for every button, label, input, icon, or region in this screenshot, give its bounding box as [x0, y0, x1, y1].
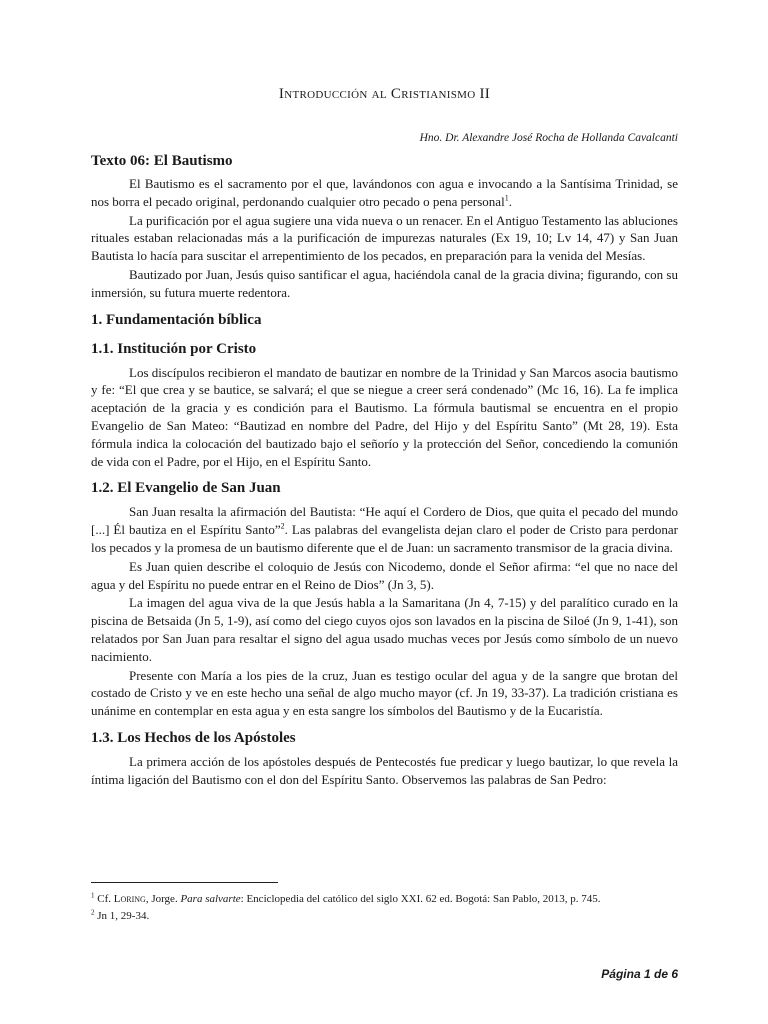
- paragraph: El Bautismo es el sacramento por el que, lavándonos con agua e invocando a la Santísima Trinidad, se nos borra el pecado original, perdonando cualquier otro pecado o pena personal$^1$.: [91, 176, 678, 209]
- document-title: Introducción al Cristianismo II: [278, 86, 491, 102]
- footnote-separator: [91, 882, 278, 883]
- paragraph: Es Juan quien describe el coloquio de Jesús con Nicodemo, donde el Señor afirma: “el que no nace del agua y del Espíritu no puede entrar en el Reino de Dios” (Jn 3, 5).: [91, 558, 678, 592]
- paragraph: La imagen del agua viva de la que Jesús habla a la Samaritana (Jn 4, 7-15) y del paralítico curado en la piscina de Betsaida (Jn 5, 1-9), así como del ciego cuyos ojos son lavados en la piscina de Siloé (Jn 9, 1-41), son relatados por San Juan para resaltar el signo del agua usado muchas veces por Jesús como símbolo de un nuevo nacimiento.: [91, 595, 678, 664]
- paragraph-text: . Las palabras del evangelista dejan claro el poder de Cristo para perdonar los pecados y la promesa de un bautismo diferente que el de Juan: un sacramento transmisor de la gracia divina.: [91, 522, 678, 555]
- footnote-ref[interactable]: 1: [504, 193, 509, 203]
- paragraph-text: San Juan resalta la afirmación del Bautista: “He aquí el Cordero de Dios, que quita el pecado del mundo [...] Él bautiza en el Espíritu Santo”: [91, 504, 678, 538]
- footnote-number: 2: [91, 908, 95, 917]
- footnote-text: , Jorge.: [145, 893, 181, 905]
- paragraph: Los discípulos recibieron el mandato de bautizar en nombre de la Trinidad y San Marcos asocia bautismo y fe: “El que crea y se bautice, se salvará; el que se niegue a creer será condenado” (Mc 16, 16). La fe implica aceptación de la gracia y es condición para el Bautismo. La fórmula bautismal se encuentra en el propio Evangelio de San Mateo: “Bautizad en nombre del Padre, del Hijo y del Espíritu Santo” (Mt 28, 19). Esta fórmula indica la colocación del bautizado bajo el señorío y la protección del Señor, concediendo la comunión de vida con el Padre, por el Hijo, en el Espíritu Santo.: [91, 364, 678, 469]
- footnote-ref[interactable]: 2: [280, 521, 285, 531]
- paragraph-text: El Bautismo es el sacramento por el que, lavándonos con agua e invocando a la Santísima Trinidad, se nos borra el pecado original, perdonando cualquier otro pecado o pena personal: [91, 176, 678, 209]
- footnote-1: [91, 891, 678, 907]
- page-number: Página 1 de 6: [601, 967, 678, 981]
- document-page: [91, 0, 678, 1024]
- paragraph: La primera acción de los apóstoles después de Pentecostés fue predicar y luego bautizar, lo que revela la íntima ligación del Bautismo con el don del Espíritu Santo. Observemos las palabras de San Pedro:: [91, 753, 678, 787]
- footnote-2: [91, 908, 678, 924]
- section-heading-1-1: 1.1. Institución por Cristo: [91, 340, 257, 357]
- document-body: [91, 151, 678, 790]
- footnotes: [91, 882, 678, 925]
- footnote-author: Loring: [113, 893, 146, 905]
- footnote-text: : Enciclopedia del católico del siglo XXI. 62 ed. Bogotá: San Pablo, 2013, p. 745.: [240, 893, 601, 905]
- section-heading-1-2: 1.2. El Evangelio de San Juan: [91, 480, 281, 497]
- paragraph: [91, 503, 678, 556]
- footnote-work-title: Para salvarte: [180, 893, 241, 905]
- footnote-number: 1: [91, 891, 95, 900]
- paragraph: Presente con María a los pies de la cruz, Juan es testigo ocular del agua y de la sangre que brotan del costado de Cristo y ve en este hecho una señal de algo mucho mayor (cf. Jn 19, 33-37). La tradición cristiana es unánime en contemplar en esta agua y en esta sangre los símbolos del Bautismo y de la Eucaristía.: [91, 667, 678, 719]
- section-heading-1-3: 1.3. Los Hechos de los Apóstoles: [91, 729, 296, 746]
- paragraph: La purificación por el agua sugiere una vida nueva o un renacer. En el Antiguo Testamento las abluciones rituales estaban relacionadas más a la purificación de impurezas naturales (Ex 19, 10; Lv 14, 47) y San Juan Bautista lo hacía para suscitar el arrepentimiento de los pecados, en preparación para la venida del Mesías.: [91, 212, 678, 264]
- section-heading-1: 1. Fundamentación bíblica: [91, 311, 262, 328]
- section-heading-texto: Texto 06: El Bautismo: [91, 153, 233, 169]
- paragraph: Bautizado por Juan, Jesús quiso santificar el agua, haciéndola canal de la gracia divina; figurando, con su inmersión, su futura muerte redentora.: [91, 266, 678, 300]
- author-line: Hno. Dr. Alexandre José Rocha de Hollanda Cavalcanti: [419, 132, 678, 144]
- footnote-text: Jn 1, 29-34.: [97, 910, 150, 922]
- footnote-text: Cf.: [97, 893, 114, 905]
